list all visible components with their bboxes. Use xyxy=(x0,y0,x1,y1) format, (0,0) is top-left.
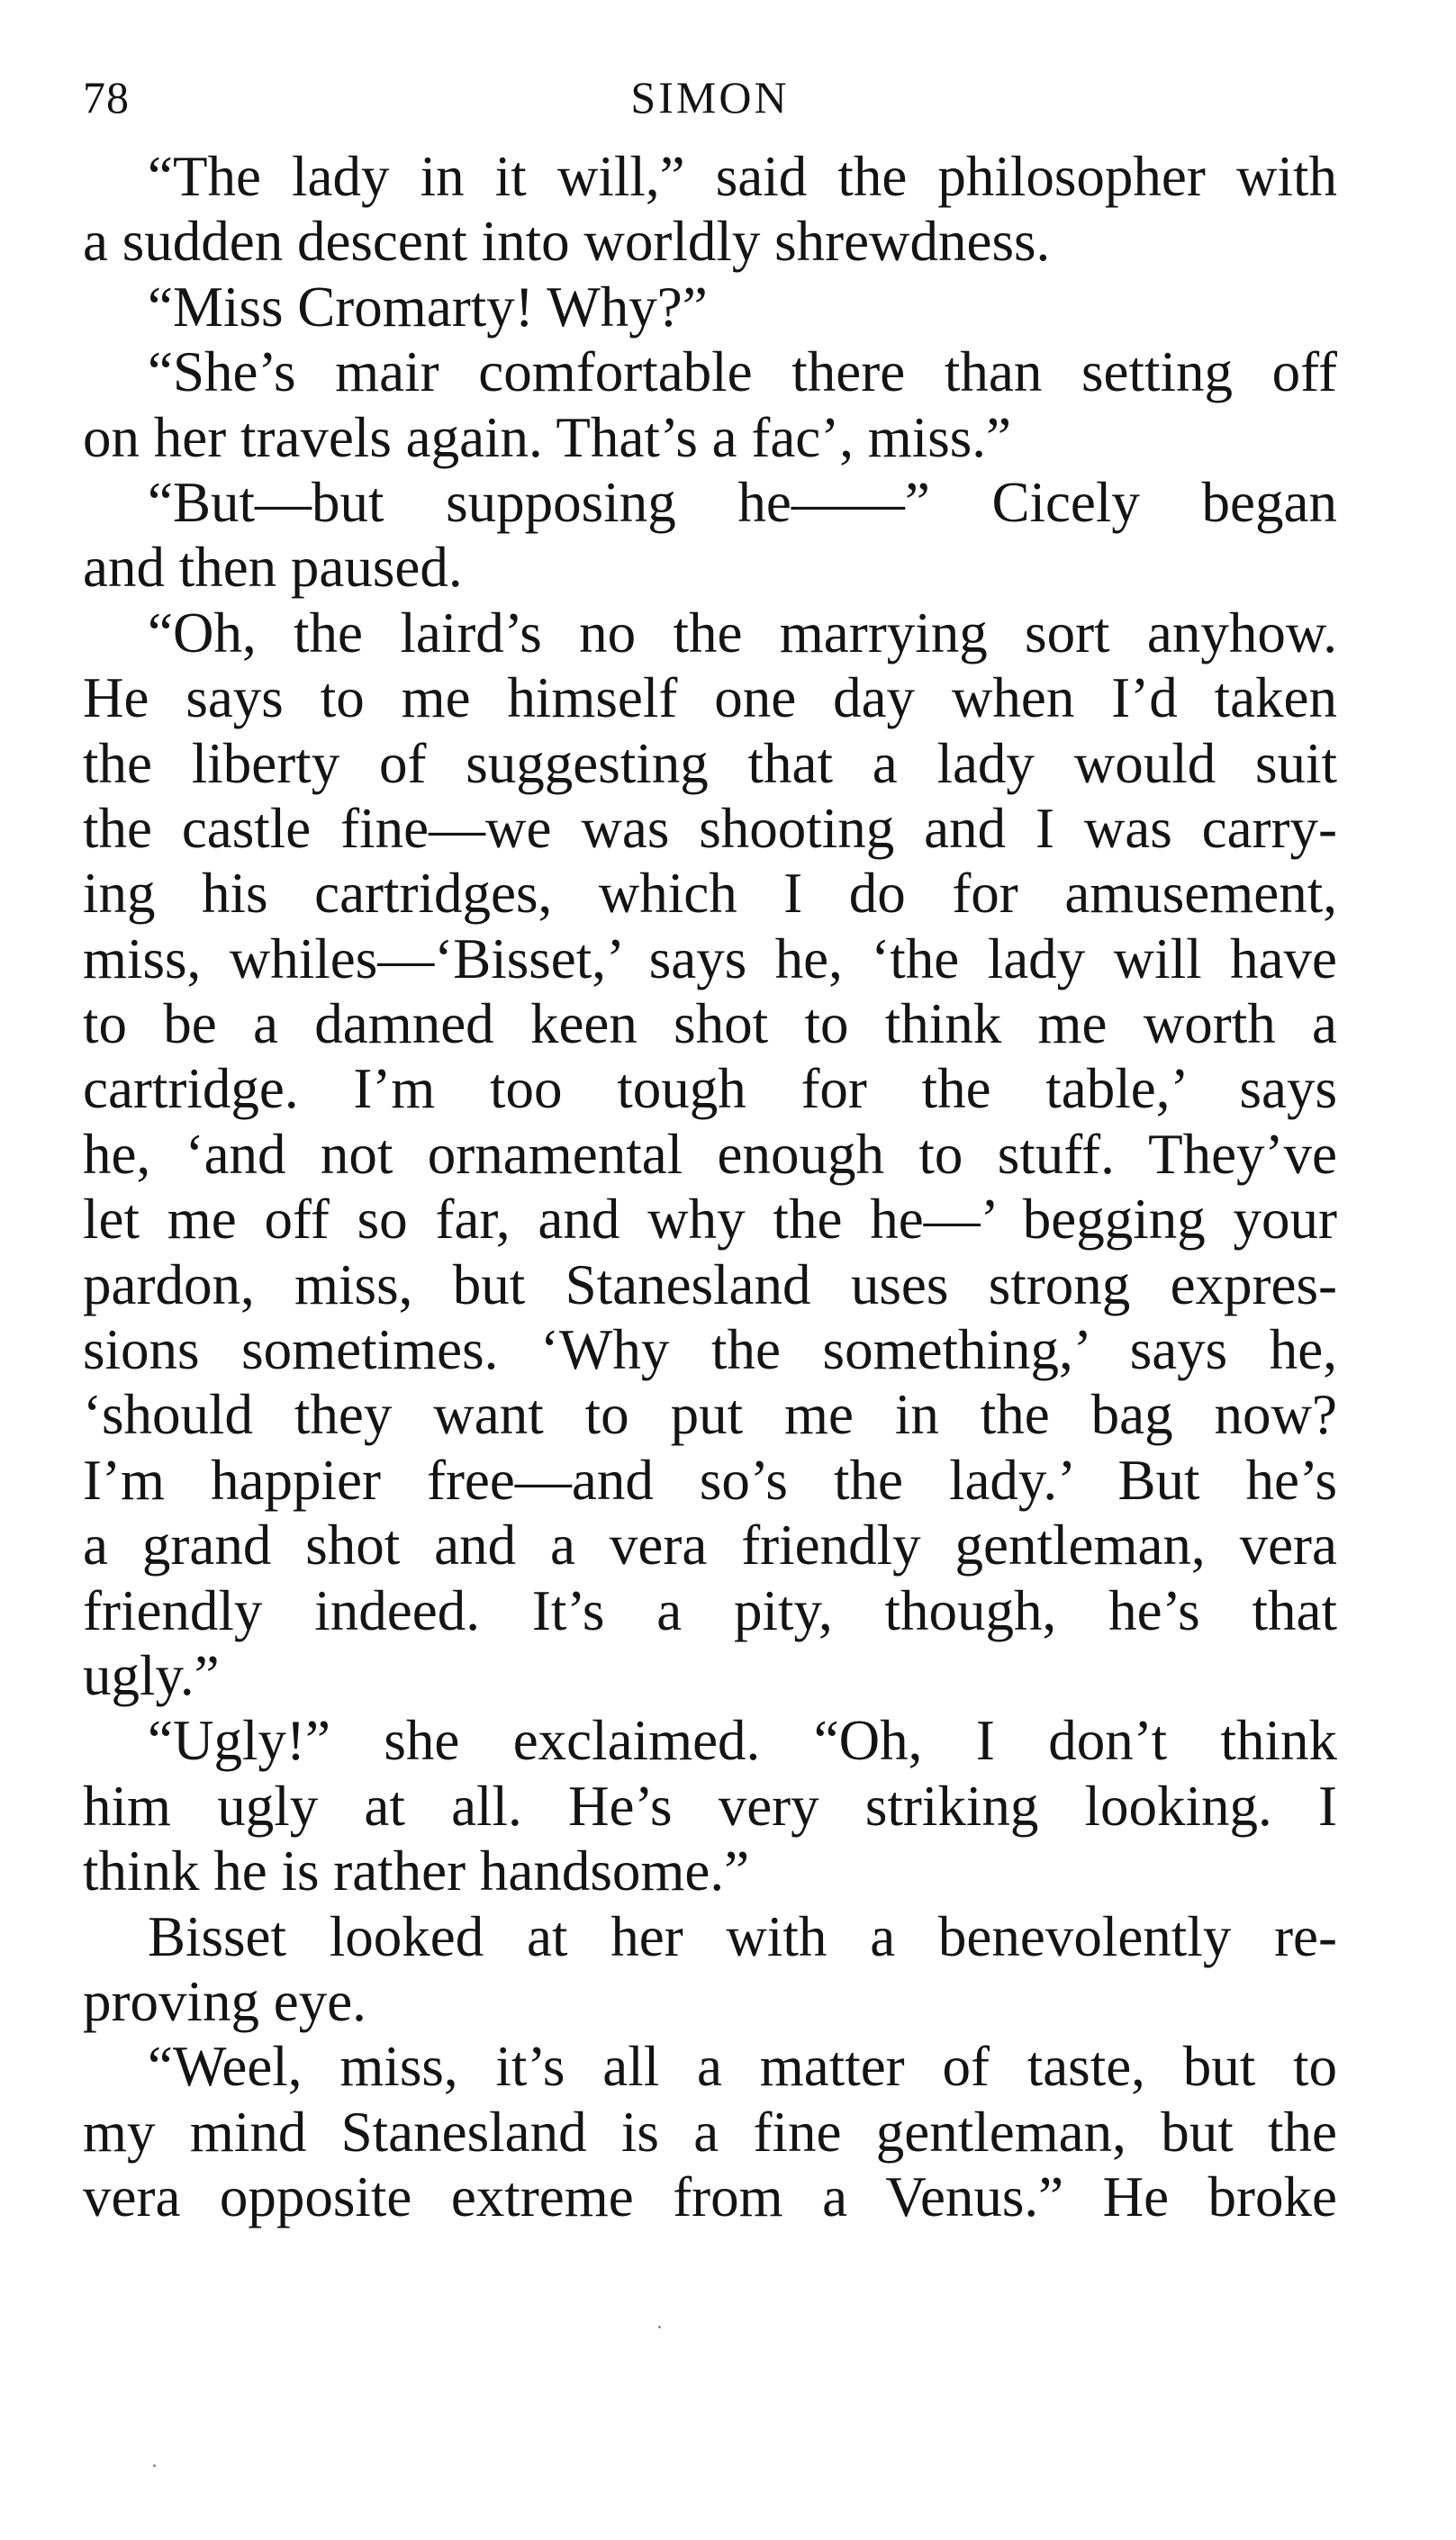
text-line: cartridge. I’m too tough for the table,’ says xyxy=(83,1057,1337,1121)
text-line: Bisset looked at her with a benevolently re- xyxy=(148,1904,1337,1968)
text-line: think he is rather handsome.” xyxy=(83,1839,750,1903)
text-line: ‘should they want to put me in the bag now? xyxy=(83,1383,1337,1447)
text-line: my mind Stanesland is a fine gentleman, but the xyxy=(83,2100,1337,2164)
text-line: vera opposite extreme from a Venus.” He broke xyxy=(83,2165,1337,2229)
text-line: sions sometimes. ‘Why the something,’ says he, xyxy=(83,1318,1337,1382)
text-line: and then paused. xyxy=(83,536,463,600)
text-line: pardon, miss, but Stanesland uses strong expres- xyxy=(83,1252,1337,1316)
text-line: “Weel, miss, it’s all a matter of taste, but to xyxy=(148,2035,1337,2099)
text-line: ugly.” xyxy=(83,1643,220,1707)
page-header xyxy=(83,61,1337,133)
text-line: “She’s mair comfortable there than setting off xyxy=(148,340,1337,404)
text-line: I’m happier free—and so’s the lady.’ But he’s xyxy=(83,1448,1337,1512)
text-line: on her travels again. That’s a fac’, miss.” xyxy=(83,405,1011,469)
text-line: “Oh, the laird’s no the marrying sort anyhow. xyxy=(148,601,1337,664)
text-line: “Ugly!” she exclaimed. “Oh, I don’t think xyxy=(148,1709,1337,1773)
text-line: He says to me himself one day when I’d taken xyxy=(83,666,1337,730)
text-line: the castle fine—we was shooting and I was carry- xyxy=(83,796,1337,860)
text-line: “But—but supposing he——” Cicely began xyxy=(148,470,1337,534)
body-text xyxy=(83,144,1337,2230)
text-line: friendly indeed. It’s a pity, though, he’s that xyxy=(83,1578,1337,1642)
text-line: the liberty of suggesting that a lady would suit xyxy=(83,731,1337,795)
text-line: miss, whiles—‘Bisset,’ says he, ‘the lady will have xyxy=(83,927,1337,990)
text-line: let me off so far, and why the he—’ begging your xyxy=(83,1188,1337,1252)
text-line: ing his cartridges, which I do for amusement, xyxy=(83,862,1337,926)
text-line: a grand shot and a vera friendly gentleman, vera xyxy=(83,1514,1337,1577)
text-line: proving eye. xyxy=(83,1969,366,2033)
text-line: a sudden descent into worldly shrewdness. xyxy=(83,210,1051,274)
text-line: “Miss Cromarty! Why?” xyxy=(148,275,708,339)
print-speck xyxy=(658,2326,661,2328)
print-speck xyxy=(153,2464,156,2467)
page-number: 78 xyxy=(83,72,130,122)
text-line: he, ‘and not ornamental enough to stuff. They’ve xyxy=(83,1122,1337,1186)
running-head: SIMON xyxy=(630,72,790,122)
text-line: “The lady in it will,” said the philosopher with xyxy=(148,145,1337,208)
text-line: to be a damned keen shot to think me worth a xyxy=(83,992,1337,1056)
text-line: him ugly at all. He’s very striking looking. I xyxy=(83,1774,1337,1838)
